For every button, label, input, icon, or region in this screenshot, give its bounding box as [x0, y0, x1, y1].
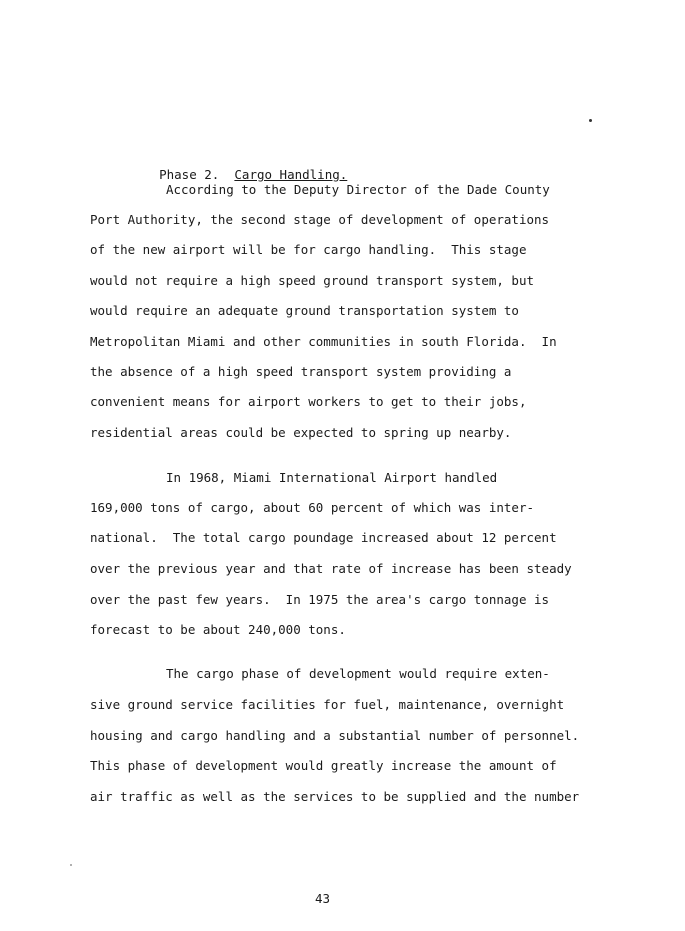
- paragraph-line: of the new airport will be for cargo handling. This stage: [90, 242, 527, 257]
- scan-speck: [70, 864, 72, 866]
- paragraph-line: 169,000 tons of cargo, about 60 percent of which was inter-: [90, 500, 535, 515]
- paragraph-line: According to the Deputy Director of the Dade County: [166, 182, 550, 197]
- paragraph-line: convenient means for airport workers to get to their jobs,: [90, 394, 527, 409]
- paragraph-line: Port Authority, the second stage of development of operations: [90, 212, 550, 227]
- scan-speck: [589, 119, 592, 122]
- paragraph-line: would not require a high speed ground transport system, but: [90, 273, 535, 288]
- paragraph-line: Metropolitan Miami and other communities in south Florida. In: [90, 334, 557, 349]
- paragraph-line: forecast to be about 240,000 tons.: [90, 622, 346, 637]
- paragraph-line: In 1968, Miami International Airport handled: [166, 470, 498, 485]
- section-heading-title: Cargo Handling.: [234, 167, 348, 182]
- paragraph-line: the absence of a high speed transport system providing a: [90, 364, 512, 379]
- section-heading-prefix: Phase 2.: [159, 167, 220, 182]
- paragraph-line: over the previous year and that rate of increase has been steady: [90, 561, 572, 576]
- paragraph-line: This phase of development would greatly increase the amount of: [90, 758, 557, 773]
- paragraph-line: national. The total cargo poundage increased about 12 percent: [90, 530, 557, 545]
- paragraph-line: housing and cargo handling and a substantial number of personnel.: [90, 728, 580, 743]
- paragraph-line: The cargo phase of development would require exten-: [166, 666, 550, 681]
- page-number: 43: [315, 891, 331, 906]
- paragraph-line: sive ground service facilities for fuel, maintenance, overnight: [90, 697, 565, 712]
- paragraph-line: over the past few years. In 1975 the area's cargo tonnage is: [90, 592, 550, 607]
- paragraph-line: air traffic as well as the services to be supplied and the number: [90, 789, 580, 804]
- paragraph-line: would require an adequate ground transportation system to: [90, 303, 519, 318]
- paragraph-line: residential areas could be expected to spring up nearby.: [90, 425, 512, 440]
